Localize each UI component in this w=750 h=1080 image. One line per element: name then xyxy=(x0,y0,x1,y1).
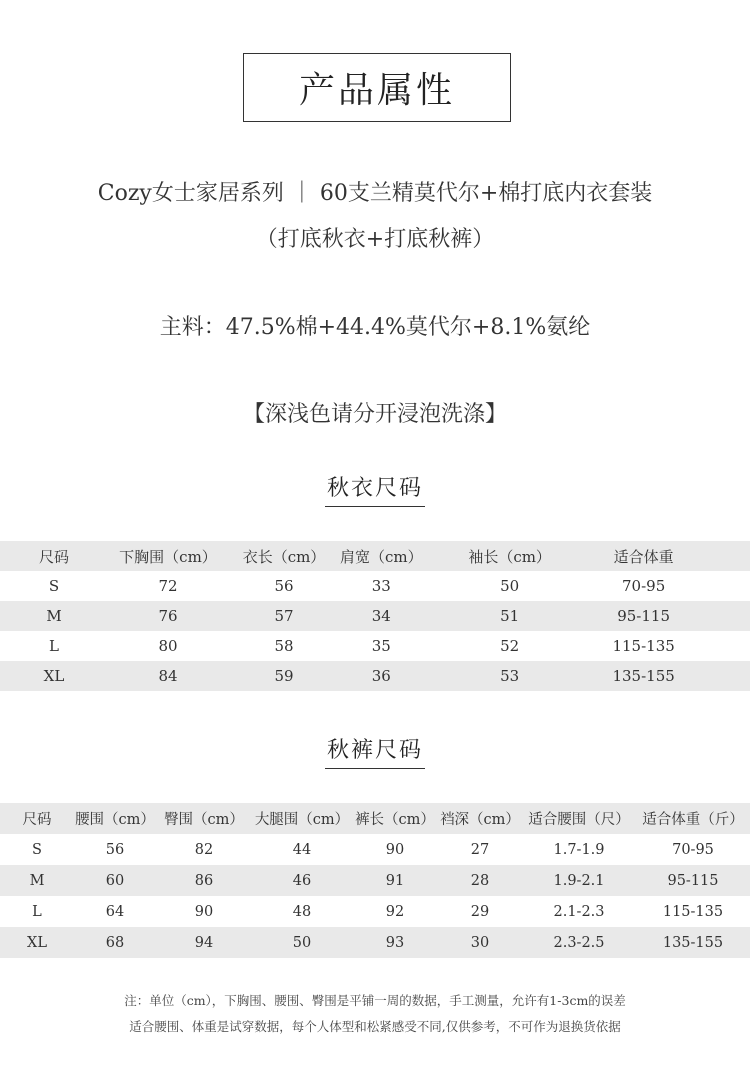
table-cell: M xyxy=(29,872,45,889)
table-row xyxy=(0,834,750,865)
table-cell: 50 xyxy=(500,577,520,595)
table-cell: 30 xyxy=(470,934,490,951)
table-cell: 95-115 xyxy=(617,607,671,625)
disclaimer-note: 适合腰围、体重是试穿数据，每个人体型和松紧感受不同,仅供参考，不可作为退换货依据 xyxy=(129,1019,621,1034)
table-cell: 51 xyxy=(500,607,520,625)
header-cell: 衣长（cm） xyxy=(242,547,326,566)
header-cell: 臀围（cm） xyxy=(164,812,244,828)
table-cell: 29 xyxy=(470,903,490,920)
table-cell: 86 xyxy=(194,872,214,889)
table-cell: XL xyxy=(27,934,47,951)
table-cell: 92 xyxy=(385,903,405,920)
table-cell: 76 xyxy=(158,607,178,625)
bottom-size-section xyxy=(0,733,750,769)
table-cell: 95-115 xyxy=(667,872,719,889)
table-cell: 68 xyxy=(105,934,125,951)
header-cell: 尺码 xyxy=(38,547,69,566)
table-cell: 35 xyxy=(371,637,391,655)
table-cell: 52 xyxy=(500,637,520,655)
product-subtitle: （打底秋衣+打底秋裤） xyxy=(255,227,495,252)
table-cell: 34 xyxy=(371,607,391,625)
table-cell: XL xyxy=(43,667,65,685)
table-cell: 84 xyxy=(158,667,178,685)
table-row xyxy=(0,896,750,927)
table-cell: 56 xyxy=(105,841,125,858)
table-cell: 44 xyxy=(292,841,312,858)
table-row xyxy=(0,927,750,958)
wash-instruction: 【深浅色请分开浸泡洗涤】 xyxy=(242,402,507,427)
table-cell: 94 xyxy=(194,934,214,951)
table-cell: 2.3-2.5 xyxy=(553,934,605,951)
header-cell: 袖长（cm） xyxy=(468,547,551,566)
table-cell: 57 xyxy=(274,607,294,625)
table-cell: 72 xyxy=(158,577,178,595)
product-name: Cozy女士家居系列 ｜ 60支兰精莫代尔+棉打底内衣套装 xyxy=(97,181,653,206)
header-cell: 腰围（cm） xyxy=(75,812,155,828)
table-header-row xyxy=(0,803,750,834)
bottom-size-table xyxy=(0,803,750,958)
header-cell: 适合体重 xyxy=(613,547,674,566)
header-cell: 裆深（cm） xyxy=(440,812,520,828)
header-cell: 下胸围（cm） xyxy=(119,547,217,566)
table-cell: 46 xyxy=(292,872,312,889)
table-cell: 80 xyxy=(158,637,178,655)
table-cell: 64 xyxy=(105,903,125,920)
table-cell: 90 xyxy=(385,841,405,858)
table-cell: 1.9-2.1 xyxy=(553,872,605,889)
table-cell: L xyxy=(49,637,59,655)
header-cell: 肩宽（cm） xyxy=(340,547,423,566)
table-cell: 36 xyxy=(371,667,391,685)
measurement-note: 注：单位（cm），下胸围、腰围、臀围是平铺一周的数据，手工测量，允许有1-3cm的误差 xyxy=(124,993,626,1008)
table-cell: 135-155 xyxy=(612,667,675,685)
table-cell: S xyxy=(32,841,42,858)
table-row xyxy=(0,631,750,661)
table-cell: S xyxy=(48,577,60,595)
top-size-title: 秋衣尺码 xyxy=(325,471,425,507)
table-cell: 115-135 xyxy=(612,637,675,655)
table-cell: 59 xyxy=(274,667,294,685)
header-cell: 适合体重（斤） xyxy=(642,812,744,828)
material-composition: 主料：47.5%棉+44.4%莫代尔+8.1%氨纶 xyxy=(159,315,591,340)
table-cell: 1.7-1.9 xyxy=(553,841,605,858)
header-cell: 适合腰围（尺） xyxy=(528,812,630,828)
header-cell: 大腿围（cm） xyxy=(254,812,350,828)
table-cell: 70-95 xyxy=(672,841,714,858)
top-size-table xyxy=(0,541,750,691)
table-cell: 82 xyxy=(194,841,214,858)
table-cell: 58 xyxy=(274,637,294,655)
table-row xyxy=(0,601,750,631)
table-cell: M xyxy=(46,607,62,625)
table-cell: 53 xyxy=(500,667,520,685)
table-row xyxy=(0,571,750,601)
table-cell: 70-95 xyxy=(622,577,666,595)
table-row xyxy=(0,865,750,896)
top-size-section xyxy=(0,471,750,507)
bottom-size-title: 秋裤尺码 xyxy=(325,733,425,769)
table-cell: 115-135 xyxy=(662,903,724,920)
table-cell: 2.1-2.3 xyxy=(553,903,605,920)
table-cell: 27 xyxy=(470,841,490,858)
table-row xyxy=(0,661,750,691)
page-title: 产品属性 xyxy=(243,53,511,122)
table-cell: 93 xyxy=(385,934,405,951)
table-header-row xyxy=(0,541,750,571)
header-cell: 裤长（cm） xyxy=(355,812,435,828)
table-cell: 90 xyxy=(194,903,214,920)
table-cell: 91 xyxy=(385,872,405,889)
table-cell: 50 xyxy=(292,934,312,951)
table-cell: 28 xyxy=(470,872,490,889)
table-cell: 56 xyxy=(274,577,294,595)
table-cell: 48 xyxy=(292,903,312,920)
table-cell: 33 xyxy=(371,577,391,595)
table-cell: 60 xyxy=(105,872,125,889)
table-cell: 135-155 xyxy=(662,934,724,951)
table-cell: L xyxy=(32,903,42,920)
header-cell: 尺码 xyxy=(22,812,52,828)
